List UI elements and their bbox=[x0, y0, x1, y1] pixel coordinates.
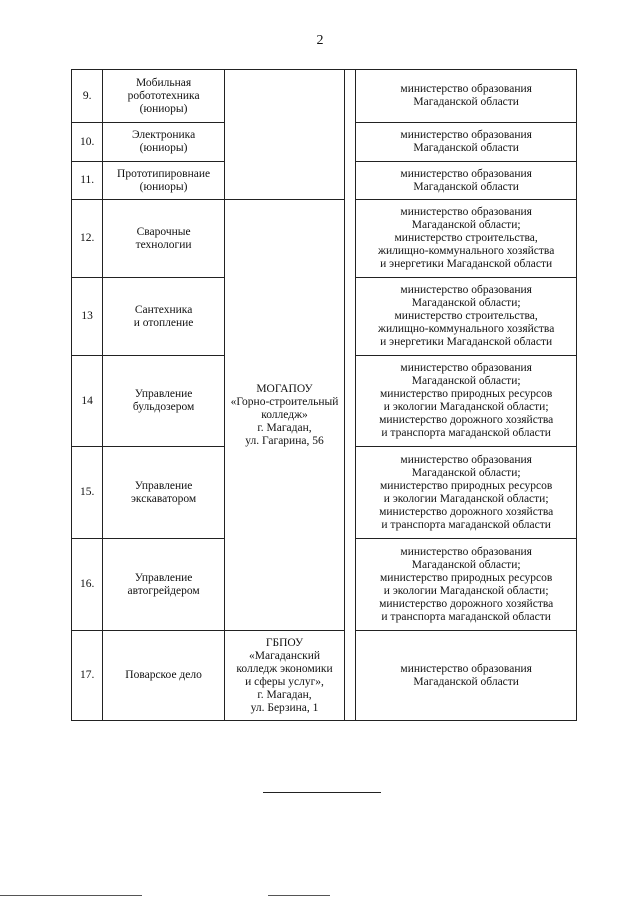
footer-line-center bbox=[268, 895, 330, 896]
row-number: 14 bbox=[72, 356, 103, 447]
ministry-cell: министерство образования Магаданской области bbox=[356, 162, 577, 200]
competency-name: Мобильная робототехника (юниоры) bbox=[103, 70, 224, 123]
organization-cell-empty bbox=[224, 70, 344, 200]
row-number: 17. bbox=[72, 631, 103, 721]
organization-cell-gbpou: ГБПОУ «Магаданский колледж экономики и сферы услуг», г. Магадан, ул. Берзина, 1 bbox=[224, 631, 344, 721]
ministry-cell: министерство образования Магаданской области; министерство природных ресурсов и экологии Магаданской области; министерство дорожного хозяйства и транспорта магаданской области bbox=[356, 447, 577, 539]
organizations-table bbox=[71, 69, 577, 721]
ministry-cell: министерство образования Магаданской области; министерство природных ресурсов и экологии Магаданской области; министерство дорожного хозяйства и транспорта магаданской области bbox=[356, 356, 577, 447]
row-number: 11. bbox=[72, 162, 103, 200]
page-number: 2 bbox=[316, 33, 324, 48]
ministry-cell: министерство образования Магаданской области bbox=[356, 123, 577, 162]
competency-name: Поварское дело bbox=[103, 631, 224, 721]
competency-name: Сварочные технологии bbox=[103, 200, 224, 278]
competency-name: Управление автогрейдером bbox=[103, 539, 224, 631]
row-number: 16. bbox=[72, 539, 103, 631]
row-number: 10. bbox=[72, 123, 103, 162]
ministry-cell: министерство образования Магаданской области bbox=[356, 631, 577, 721]
column-gap bbox=[345, 70, 356, 721]
table-row bbox=[72, 70, 577, 123]
ministry-cell: министерство образования Магаданской области bbox=[356, 70, 577, 123]
competency-name: Сантехника и отопление bbox=[103, 278, 224, 356]
competency-name: Прототипировнаие (юниоры) bbox=[103, 162, 224, 200]
footer-line-left bbox=[0, 895, 142, 896]
ministry-cell: министерство образования Магаданской области; министерство природных ресурсов и экологии Магаданской области; министерство дорожного хозяйства и транспорта магаданской области bbox=[356, 539, 577, 631]
closing-separator-line bbox=[263, 792, 381, 793]
row-number: 13 bbox=[72, 278, 103, 356]
ministry-cell: министерство образования Магаданской области; министерство строительства, жилищно-коммунального хозяйства и энергетики Магаданской области bbox=[356, 278, 577, 356]
ministry-cell: министерство образования Магаданской области; министерство строительства, жилищно-коммунального хозяйства и энергетики Магаданской области bbox=[356, 200, 577, 278]
row-number: 15. bbox=[72, 447, 103, 539]
row-number: 9. bbox=[72, 70, 103, 123]
competency-name: Управление экскаватором bbox=[103, 447, 224, 539]
table-row bbox=[72, 200, 577, 278]
competency-name: Электроника (юниоры) bbox=[103, 123, 224, 162]
organization-cell-mogapou: МОГАПОУ «Горно-строительный колледж» г. Магадан, ул. Гагарина, 56 bbox=[224, 200, 344, 631]
row-number: 12. bbox=[72, 200, 103, 278]
table-row bbox=[72, 631, 577, 721]
competency-name: Управление бульдозером bbox=[103, 356, 224, 447]
